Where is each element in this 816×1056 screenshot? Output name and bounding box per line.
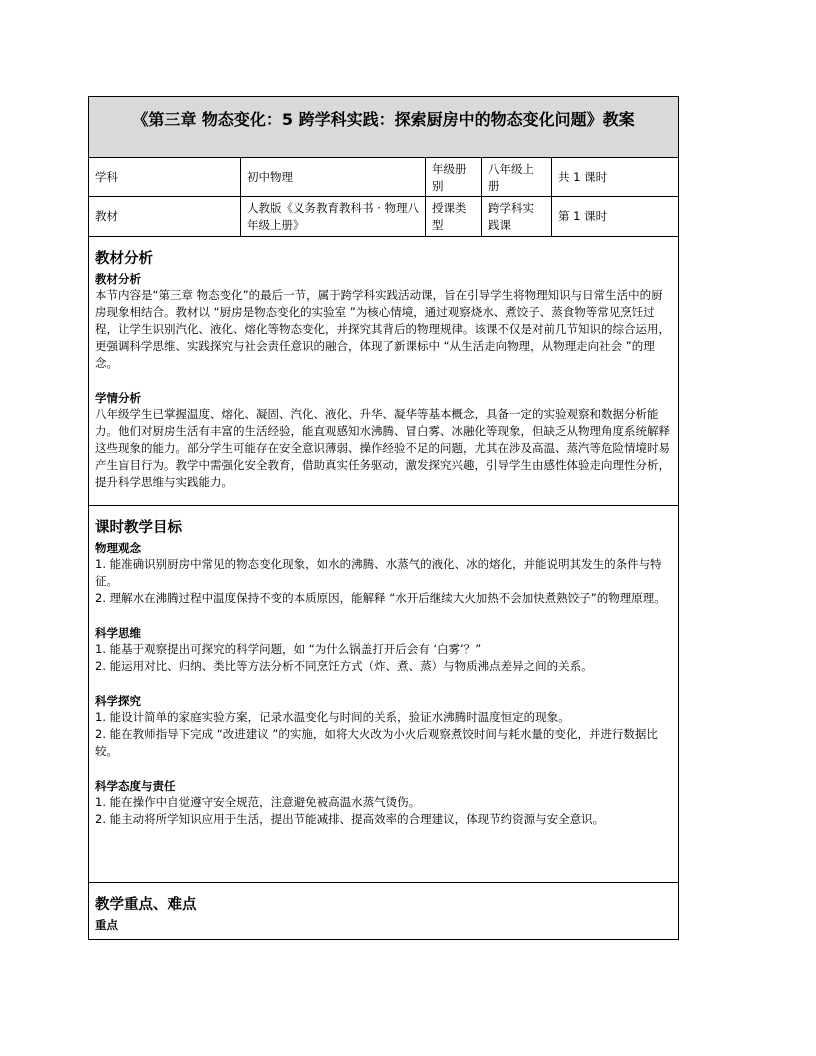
lesson-type-value: 跨学科实践课	[482, 197, 552, 236]
scientific-inquiry-subheading: 科学探究	[95, 694, 141, 708]
grade-label: 年级册别	[426, 158, 482, 196]
goal-item: 2. 能在教师指导下完成 “改进建议 ”的实施，如将大火改为小火后观察煮饺时间与耗水量的变化，并进行数据比较。	[95, 727, 658, 758]
lesson-type-label: 授课类型	[426, 197, 482, 236]
goal-item: 2. 理解水在沸腾过程中温度保持不变的本质原因，能解释 “水开后继续大火加热不会加快煮熟饺子”的物理原理。	[95, 591, 666, 605]
textbook-label: 教材	[89, 197, 241, 236]
info-row-textbook	[89, 197, 678, 237]
textbook-analysis-subheading: 教材分析	[95, 272, 141, 286]
physics-concept-subheading: 物理观念	[95, 541, 141, 555]
period-number: 第 1 课时	[558, 209, 608, 223]
subject-label: 学科	[89, 158, 241, 196]
total-periods: 共 1 课时	[558, 170, 608, 184]
goal-item: 1. 能设计简单的家庭实验方案，记录水温变化与时间的关系，验证水沸腾时温度恒定的现象。	[95, 710, 570, 724]
goal-item: 1. 能在操作中自觉遵守安全规范，注意避免被高温水蒸气烫伤。	[95, 795, 421, 809]
grade-value: 八年级上册	[482, 158, 552, 196]
lesson-plan-table	[88, 96, 679, 940]
attitude-responsibility-subheading: 科学态度与责任	[95, 779, 176, 793]
goal-item: 1. 能基于观察提出可探究的科学问题，如 “为什么锅盖打开后会有 ‘白雾’？”	[95, 642, 482, 656]
info-row-subject	[89, 158, 678, 197]
goals-heading: 课时教学目标	[95, 520, 182, 536]
student-analysis-text: 八年级学生已掌握温度、熔化、凝固、汽化、液化、升华、凝华等基本概念，具备一定的实验观察和数据分析能力。他们对厨房生活有丰富的生活经验，能直观感知水沸腾、冒白雾、冰融化等现象，但缺乏从物理角度系统解释这些现象的能力。部分学生可能存在安全意识薄弱、操作经验不足的问题，尤其在涉及高温、蒸汽等危险情境时易产生盲目行为。教学中需强化安全教育，借助真实任务驱动，激发探究兴趣，引导学生由感性体验走向理性分析，提升科学思维与实践能力。	[95, 407, 670, 489]
scientific-thinking-subheading: 科学思维	[95, 626, 141, 640]
keypoints-heading: 教学重点、难点	[95, 897, 197, 913]
textbook-value: 人教版《义务教育教科书 · 物理八年级上册》	[241, 197, 426, 236]
goal-item: 2. 能运用对比、归纳、类比等方法分析不同烹饪方式（炸、煮、蒸）与物质沸点差异之间的关系。	[95, 659, 593, 673]
subject-value: 初中物理	[241, 158, 426, 196]
key-subheading: 重点	[95, 918, 118, 932]
goals-section	[89, 506, 678, 883]
keypoints-section	[89, 883, 678, 939]
analysis-heading: 教材分析	[95, 251, 153, 267]
goal-item: 1. 能准确识别厨房中常见的物态变化现象，如水的沸腾、水蒸气的液化、冰的熔化，并能说明其发生的条件与特征。	[95, 557, 662, 588]
analysis-section	[89, 237, 678, 506]
student-analysis-subheading: 学情分析	[95, 391, 141, 405]
goal-item: 2. 能主动将所学知识应用于生活，提出节能减排、提高效率的合理建议，体现节约资源与安全意识。	[95, 812, 605, 826]
document-title: 《第三章 物态变化：5 跨学科实践：探索厨房中的物态变化问题》教案	[89, 97, 678, 158]
textbook-analysis-text: 本节内容是“第三章 物态变化”的最后一节，属于跨学科实践活动课，旨在引导学生将物理知识与日常生活中的厨房现象相结合。教材以 “厨房是物态变化的实验室 ”为核心情境，通过观察烧水、煮饺子、蒸食物等常见烹饪过程，让学生识别汽化、液化、熔化等物态变化，并探究其背后的物理规律。该课不仅是对前几节知识的综合运用，更强调科学思维、实践探究与社会责任意识的融合，体现了新课标中 “从生活走向物理，从物理走向社会 ”的理念。	[95, 288, 670, 370]
